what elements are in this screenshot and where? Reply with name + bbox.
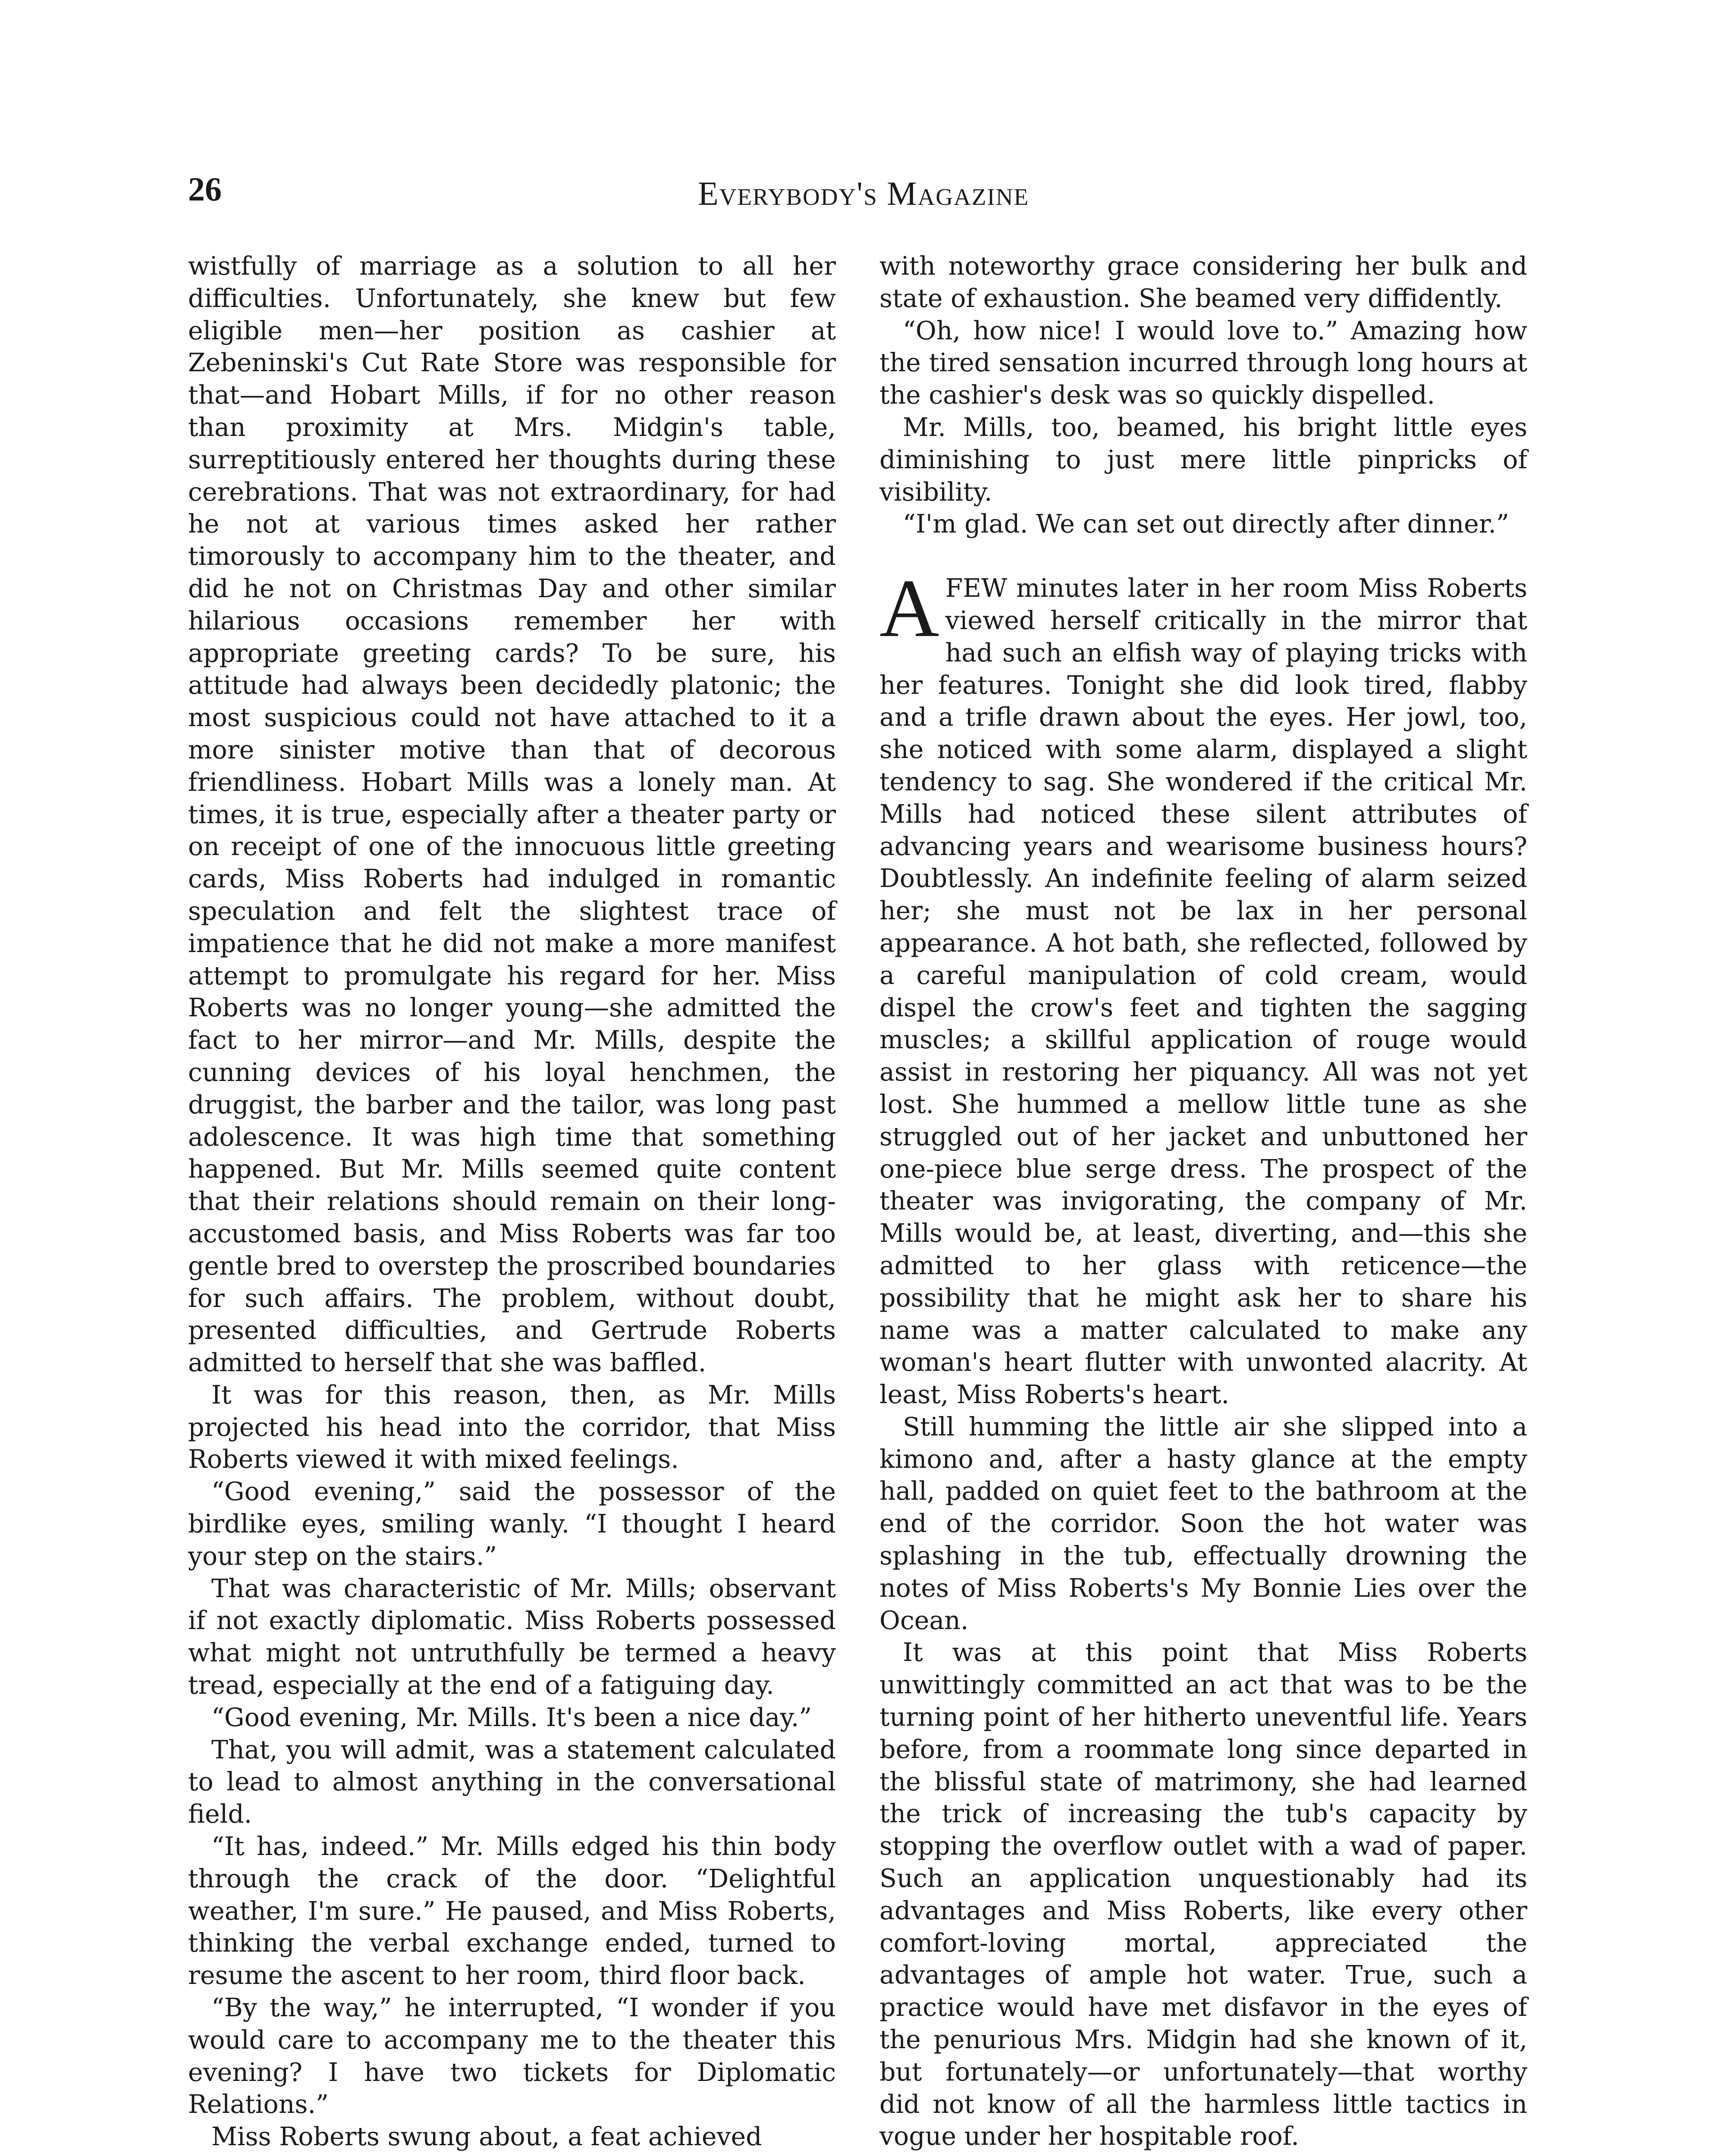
section-text: minutes later in her room Miss Roberts viewed herself critically in the mirror that had such an elfish way of playing tricks with her features. Tonight she did look tired, flabby and a trifle drawn about the eyes. Her jowl, too, she noticed with some alarm, displayed a slight tendency to sag. She wondered if the critical Mr. Mills had noticed these silent attributes of advancing years and wearisome business hours? Doubtlessly. An indefinite feeling of alarm seized her; she must not be lax in her personal appearance. A hot bath, she reflected, followed by a careful manipulation of cold cream, would dispel the crow's feet and tighten the sagging muscles; a skillful application of rouge would assist in restoring her piquancy. All was not yet lost. She hummed a mellow little tune as she struggled out of her jacket and unbuttoned her one-piece blue serge dress. The prospect of the theater was invigorating, the company of Mr. Mills would be, at least, diverting, and—this she admitted to her glass with reticence—the possibility that he might ask her to share his name was a matter calculated to make any woman's heart flutter with unwonted alacrity. At least, Miss Roberts's heart. <box>879 573 1527 1410</box>
right-column <box>879 250 1527 2153</box>
running-head: Everybody's Magazine <box>697 175 1030 212</box>
paragraph: Still humming the little air she slipped into a kimono and, after a hasty glance at the empty hall, padded on quiet feet to the bathroom at the end of the corridor. Soon the hot water was splashing in the tub, effectually drowning the notes of Miss Roberts's My Bonnie Lies over the Ocean. <box>879 1412 1527 1635</box>
paragraph: with noteworthy grace considering her bulk and state of exhaustion. She beamed very diffidently. <box>879 251 1527 313</box>
section-opening-paragraph <box>879 562 1527 1411</box>
paragraph: “By the way,” he interrupted, “I wonder if you would care to accompany me to the theater this evening? I have two tickets for Diplomatic Relations.” <box>188 1993 836 2119</box>
drop-cap: A <box>879 562 939 655</box>
paragraph: That, you will admit, was a statement calculated to lead to almost anything in the conversational field. <box>188 1735 836 1829</box>
paragraph: wistfully of marriage as a solution to all her difficulties. Unfortunately, she knew but few eligible men—her position as cashier at Zebeninski's Cut Rate Store was responsible for that—and Hobart Mills, if for no other reason than proximity at Mrs. Midgin's table, surreptitiously entered her thoughts during these cerebrations. That was not extraordinary, for had he not at various times asked her rather timorously to accompany him to the theater, and did he not on Christmas Day and other similar hilarious occasions remember her with appropriate greeting cards? To be sure, his attitude had always been decidedly platonic; the most suspicious could not have attached to it a more sinister motive than that of decorous friendliness. Hobart Mills was a lonely man. At times, it is true, especially after a theater party or on receipt of one of the innocuous little greeting cards, Miss Roberts had indulged in romantic speculation and felt the slightest trace of impatience that he did not make a more manifest attempt to promulgate his regard for her. Miss Roberts was no longer young—she admitted the fact to her mirror—and Mr. Mills, despite the cunning devices of his loyal henchmen, the druggist, the barber and the tailor, was long past adolescence. It was high time that something happened. But Mr. Mills seemed quite content that their relations should remain on their long-accustomed basis, and Miss Roberts was far too gentle bred to overstep the proscribed boundaries for such affairs. The problem, without doubt, presented difficulties, and Gertrude Roberts admitted to herself that she was baffled. <box>188 251 836 1378</box>
paragraph: “Oh, how nice! I would love to.” Amazing how the tired sensation incurred through long hours at the cashier's desk was so quickly dispelled. <box>879 316 1527 410</box>
paragraph: That was characteristic of Mr. Mills; observant if not exactly diplomatic. Miss Roberts possessed what might not untruthfully be termed a heavy tread, especially at the end of a fatiguing day. <box>188 1573 836 1700</box>
page-number: 26 <box>188 170 222 208</box>
paragraph: It was for this reason, then, as Mr. Mills projected his head into the corridor, that Miss Roberts viewed it with mixed feelings. <box>188 1380 836 1474</box>
paragraph: It was at this point that Miss Roberts unwittingly committed an act that was to be the turning point of her hitherto uneventful life. Years before, from a roommate long since departed in the blissful state of matrimony, she had learned the trick of increasing the tub's capacity by stopping the overflow outlet with a wad of paper. Such an application unquestionably had its advantages and Miss Roberts, like every other comfort-loving mortal, appreciated the advantages of ample hot water. True, such a practice would have met disfavor in the eyes of the penurious Mrs. Midgin had she known of it, but fortunately—or unfortunately—that worthy did not know of all the harmless little tactics in vogue under her hospitable roof. <box>879 1638 1527 2151</box>
lead-in-word: FEW <box>945 573 1008 603</box>
paragraph: Mr. Mills, too, beamed, his bright little eyes diminishing to just mere little pinpricks of visibility. <box>879 412 1527 507</box>
paragraph: Miss Roberts swung about, a feat achieved <box>211 2122 762 2152</box>
paragraph: “Good evening, Mr. Mills. It's been a nice day.” <box>211 1702 812 1732</box>
left-column <box>188 250 836 2153</box>
paragraph: “I'm glad. We can set out directly after dinner.” <box>903 509 1509 539</box>
paragraph: “Good evening,” said the possessor of the birdlike eyes, smiling wanly. “I thought I heard your step on the stairs.” <box>188 1477 836 1571</box>
paragraph: “It has, indeed.” Mr. Mills edged his thin body through the crack of the door. “Delightful weather, I'm sure.” He paused, and Miss Roberts, thinking the verbal exchange ended, turned to resume the ascent to her room, third floor back. <box>188 1832 836 1990</box>
